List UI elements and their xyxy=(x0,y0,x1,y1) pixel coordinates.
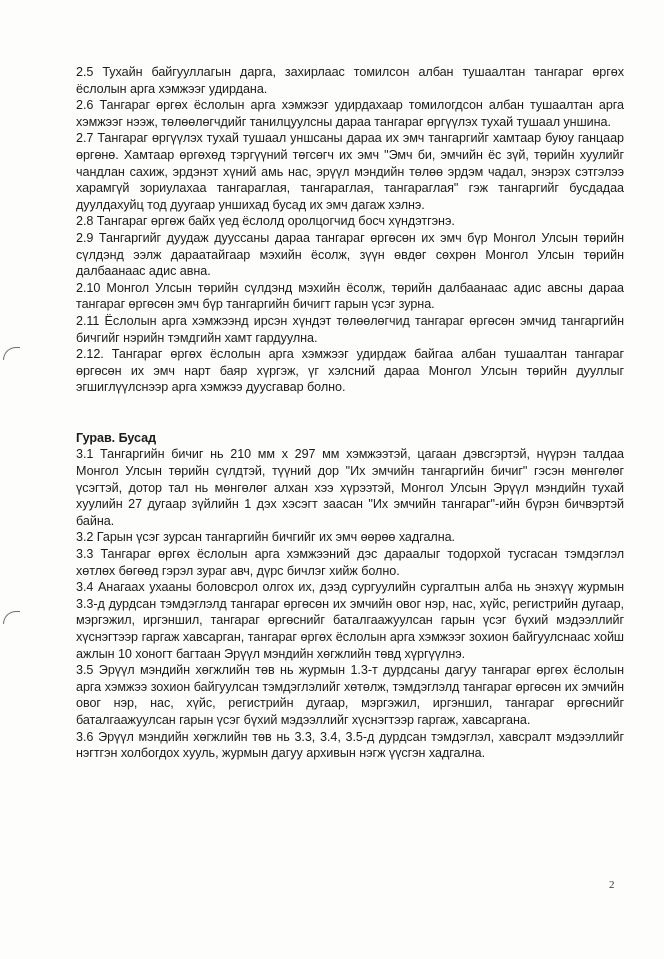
document-body xyxy=(76,64,624,762)
paragraph-2-6: 2.6 Тангараг өргөх ёслолын арга хэмжээг удирдахаар томилогдсон албан тушаалтан арга хэмжээг нээж, төлөөлөгчдийг танилцуулсны дараа тангараг өргүүлэх тухай тушаал уншина. xyxy=(76,98,624,129)
paragraph-3-2: 3.2 Гарын үсэг зурсан тангаргийн бичгийг их эмч өөрөө хадгална. xyxy=(76,530,456,545)
paragraph-2-7: 2.7 Тангараг өргүүлэх тухай тушаал уншсаны дараа их эмч тангаргийг хамтаар буюу ганцаар өргөнө. Хамтаар өргөхөд тэргүүний төгсөгч их эмч "Эмч би, эмчийн ёс зүй, төрийн хуулийг чандлан сахиж, эрдэнэт хүний амь нас, эрүүл мэндийн төлөө эрдэм чадал, энэрэх сэтгэлээ харамгүй зориулахаа тангараглая, тангараглая, тангараглая" гэж тангаргийг бусдадаа дуулдахуйц тод дуугаар уншихад бусад их эмч дагаж хэлнэ. xyxy=(76,131,624,212)
paragraph-2-9: 2.9 Тангаргийг дуудаж дууссаны дараа тангараг өргөсөн их эмч бүр Монгол Улсын төрийн сүлдэнд ээлж дараатайгаар мэхийн ёсолж, зүүн өвдөг сөхрөн Монгол Улсын төрийн далбаанаас адис авна. xyxy=(76,230,624,279)
section-heading: Гурав. Бусад xyxy=(76,430,157,445)
paragraph-2-11: 2.11 Ёслолын арга хэмжээнд ирсэн хүндэт төлөөлөгчид тангараг өргөсөн эмчид тангаргийн бичгийг нэрийн тэмдгийн хамт гардуулна. xyxy=(76,313,624,345)
paragraph-2-5: 2.5 Тухайн байгууллагын дарга, захирлаас томилсон албан тушаалтан тангараг өргөх ёслолын арга хэмжээг удирдана. xyxy=(76,65,624,96)
paragraph-2-8: 2.8 Тангараг өргөж байх үед ёслолд оролцогчид босч хүндэтгэнэ. xyxy=(76,214,455,229)
paragraph-3-3: 3.3 Тангараг өргөх ёслолын арга хэмжээний дэс дараалыг тодорхой тусгасан тэмдэглэл хөтлөх бөгөөд гэрэл зураг авч, дүрс бичлэг хийж болно. xyxy=(76,547,624,578)
paragraph-3-6: 3.6 Эрүүл мэндийн хөгжлийн төв нь 3.3, 3.4, 3.5-д дурдсан тэмдэглэл, хавсралт мэдээллийг нэгтгэн холбогдох хууль, журмын дагуу архивын нэгж үүсгэн хадгална. xyxy=(76,729,624,761)
page-number: 2 xyxy=(609,879,615,891)
paragraph-3-5: 3.5 Эрүүл мэндийн хөгжлийн төв нь журмын 1.3-т дурдсаны дагуу тангараг өргөх ёслолын арга хэмжээ зохион байгуулсан тэмдэглэлийг хөтөлж, тэмдэглэлд тангараг өргөсөн их эмчийн овог нэр, нас, хүйс, регистрийн дугаар, мэргэжил, иргэншил, тангараг өргөснийг баталгаажуулсан гарын үсэг бүхий мэдээллийг хүснэгтээр гаргаж, хавсаргана. xyxy=(76,663,624,727)
punch-hole-mark xyxy=(3,347,20,360)
paragraph-3-1: 3.1 Тангаргийн бичиг нь 210 мм x 297 мм хэмжээтэй, цагаан дэвсгэртэй, нүүрэн талдаа Монгол Улсын төрийн сүлдтэй, түүний дор "Их эмчийн тангаргийн бичиг" гэсэн мөнгөлөг үсэгтэй, дотор тал нь мөнгөлөг алхан хээ хүрээтэй, Монгол Улсын Эрүүл мэндийн тухай хуулийн 27 дугаар зүйлийн 1 дэх хэсэгт заасан "Их эмчийн тангараг"-ийн бүрэн бичвэртэй байна. xyxy=(76,447,624,528)
paragraph-3-4: 3.4 Анагаах ухааны боловсрол олгох их, дээд сургуулийн сургалтын алба нь энэхүү журмын 3.3-д дурдсан тэмдэглэлд тангараг өргөсөн их эмчийн овог нэр, нас, хүйс, регистрийн дугаар, мэргэжил, иргэншил, тангараг өргөснийг баталгаажуулсан гарын үсэг бүхий мэдээллийг хүснэгтээр гаргаж хавсарган, тангараг өргөх ёслолын арга хэмжээг зохион байгуулснаас хойш ажлын 10 хоногт багтаан Эрүүл мэндийн хөгжлийн төвд хүргүүлнэ. xyxy=(76,580,624,661)
punch-hole-mark xyxy=(3,611,20,624)
paragraph-2-12: 2.12. Тангараг өргөх ёслолын арга хэмжээг удирдаж байгаа албан тушаалтан тангараг өргөсөн их эмч нарт баяр хүргэж, үг хэлсний дараа Монгол Улсын төрийн дууллыг эгшиглүүлснээр арга хэмжээ дуусгавар болно. xyxy=(76,347,624,395)
paragraph-2-10: 2.10 Монгол Улсын төрийн сүлдэнд мэхийн ёсолж, төрийн далбаанаас адис авсны дараа тангараг өргөсөн эмч бүр тангаргийн бичигт гарын үсэг зурна. xyxy=(76,280,624,312)
